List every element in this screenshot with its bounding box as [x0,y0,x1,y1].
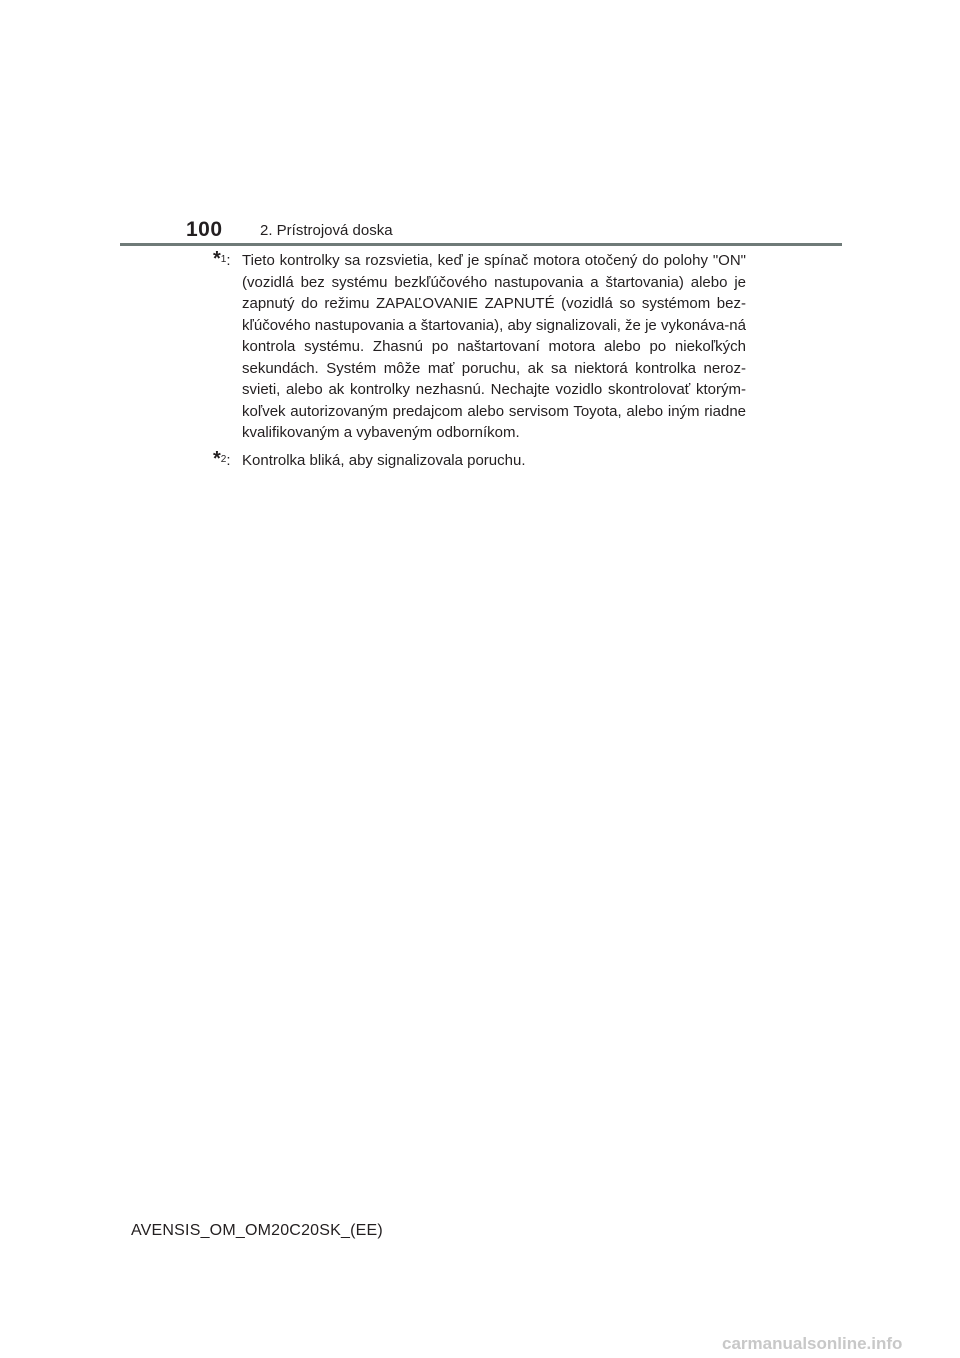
note-text: Kontrolka bliká, aby signalizovala poruchu. [242,451,526,469]
asterisk-mark: * [213,248,221,270]
document-code: AVENSIS_OM_OM20C20SK_(EE) [131,1222,383,1239]
asterisk-mark: * [213,447,221,470]
watermark-text: carmanualsonline.info [722,1334,903,1353]
note-marker [213,250,231,272]
page-number: 100 [186,218,223,241]
note-item [213,250,746,444]
note-colon: : [226,451,231,469]
note-index: 2 [220,453,227,465]
note-item [213,447,746,472]
section-title: 2. Prístrojová doska [260,222,393,239]
header-rule [120,243,842,246]
note-marker [213,447,231,472]
note-colon: : [226,252,231,269]
note-text: Tieto kontrolky sa rozsvietia, keď je spínač motora otočený do polohy "ON" (vozidlá bez systému bezkľúčového nastupovania a štartovania) alebo je zapnutý do režimu ZAPAĽOVANIE ZAPNUTÉ (vozidlá so systémom bez-kľúčového nastupovania a štartovania), aby signalizovali, že je vykonáva-ná kontrola systému. Zhasnú po naštartovaní motora alebo po niekoľkých sekundách. Systém môže mať poruchu, ak sa niektorá kontrolka neroz-svieti, alebo ak kontrolky nezhasnú. Nechajte vozidlo skontrolovať ktorým-koľvek autorizovaným predajcom alebo servisom Toyota, alebo iným riadne kvalifikovaným a vybaveným odborníkom. [242,252,746,441]
notes-list [213,250,746,471]
note-index: 1 [220,254,227,265]
